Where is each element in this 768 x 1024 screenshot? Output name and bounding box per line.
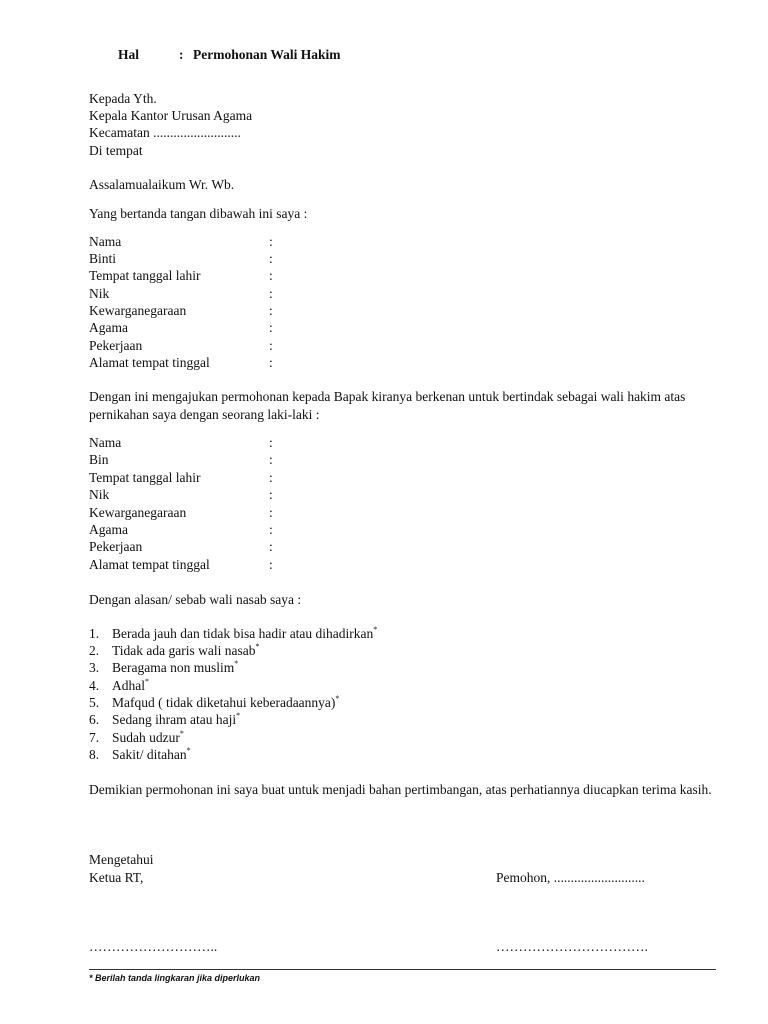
applicant-signature-label: Pemohon, ...........................	[496, 870, 645, 885]
groom-field-label: Tempat tanggal lahir	[89, 470, 201, 485]
field-colon: :	[269, 355, 273, 370]
greeting: Assalamualaikum Wr. Wb.	[89, 177, 235, 192]
reason-text: Sakit/ ditahan	[112, 747, 187, 762]
address-line-2: Kepala Kantor Urusan Agama	[89, 108, 253, 123]
list-item	[112, 694, 339, 711]
applicant-field-label: Tempat tanggal lahir	[89, 268, 201, 283]
field-colon: :	[269, 470, 273, 485]
groom-field-label: Nik	[89, 487, 110, 502]
subject-label: Hal	[118, 47, 140, 62]
closing-paragraph: Demikian permohonan ini saya buat untuk menjadi bahan pertimbangan, atas perhatiannya diucapkan terima kasih.	[89, 782, 712, 797]
reason-text: Sedang ihram atau haji	[112, 712, 237, 727]
address-line-4: Di tempat	[89, 143, 143, 158]
list-item	[112, 746, 191, 763]
reason-text: Sudah udzur	[112, 730, 180, 745]
address-line-1: Kepada Yth.	[89, 91, 157, 106]
footnote-mark: *	[255, 641, 260, 651]
field-colon: :	[269, 505, 273, 520]
field-colon: :	[269, 268, 273, 283]
groom-field-label: Nama	[89, 435, 122, 450]
list-item	[112, 625, 377, 642]
request-paragraph: Dengan ini mengajukan permohonan kepada Bapak kiranya berkenan untuk bertindak sebagai wali hakim atas pernikahan saya dengan seorang laki-laki :	[89, 389, 686, 422]
footnote-mark: *	[234, 658, 239, 668]
list-item	[112, 659, 238, 676]
applicant-field-label: Kewarganegaraan	[89, 303, 187, 318]
reason-text: Beragama non muslim	[112, 660, 235, 675]
groom-field-label: Agama	[89, 522, 128, 537]
field-colon: :	[269, 452, 273, 467]
footnote-mark: *	[373, 624, 378, 634]
address-line-3: Kecamatan ..........................	[89, 125, 241, 140]
field-colon: :	[269, 338, 273, 353]
field-colon: :	[269, 435, 273, 450]
acknowledged-label: Mengetahui	[89, 852, 154, 867]
groom-field-label: Kewarganegaraan	[89, 505, 187, 520]
footnote-mark: *	[186, 745, 191, 755]
reason-number: 5.	[89, 695, 100, 710]
reason-text: Mafqud ( tidak diketahui keberadaannya)	[112, 695, 336, 710]
list-item	[112, 729, 184, 746]
reason-number: 4.	[89, 678, 100, 693]
applicant-signature-line: …………………………….	[496, 939, 648, 954]
groom-field-label: Alamat tempat tinggal	[89, 557, 210, 572]
footnote-mark: *	[179, 728, 184, 738]
footnote: * Berilah tanda lingkaran jika diperlukan	[89, 973, 261, 983]
reason-number: 1.	[89, 626, 100, 641]
applicant-field-label: Alamat tempat tinggal	[89, 355, 210, 370]
list-item	[112, 642, 259, 659]
field-colon: :	[269, 522, 273, 537]
applicant-field-label: Nama	[89, 234, 122, 249]
field-colon: :	[269, 557, 273, 572]
field-colon: :	[269, 286, 273, 301]
applicant-field-label: Agama	[89, 320, 128, 335]
field-colon: :	[269, 320, 273, 335]
field-colon: :	[269, 487, 273, 502]
footnote-divider	[89, 969, 716, 970]
reason-intro: Dengan alasan/ sebab wali nasab saya :	[89, 592, 302, 607]
groom-field-label: Pekerjaan	[89, 539, 143, 554]
footnote-mark: *	[236, 710, 241, 720]
reason-text: Berada jauh dan tidak bisa hadir atau dihadirkan	[112, 626, 374, 641]
field-colon: :	[269, 234, 273, 249]
intro-text: Yang bertanda tangan dibawah ini saya :	[89, 206, 308, 221]
rt-signature-line: ………………………..	[89, 939, 218, 954]
footnote-mark: *	[145, 676, 149, 686]
applicant-field-label: Nik	[89, 286, 110, 301]
subject-title: Permohonan Wali Hakim	[193, 47, 341, 62]
reason-number: 6.	[89, 712, 100, 727]
reason-number: 2.	[89, 643, 100, 658]
field-colon: :	[269, 539, 273, 554]
reason-number: 3.	[89, 660, 100, 675]
reason-number: 8.	[89, 747, 100, 762]
list-item	[112, 711, 240, 728]
groom-field-label: Bin	[89, 452, 109, 467]
rt-head-label: Ketua RT,	[89, 870, 144, 885]
subject-colon: :	[179, 47, 184, 62]
footnote-mark: *	[335, 693, 340, 703]
field-colon: :	[269, 251, 273, 266]
applicant-field-label: Binti	[89, 251, 117, 266]
reason-text: Adhal	[112, 678, 145, 693]
applicant-field-label: Pekerjaan	[89, 338, 143, 353]
reason-number: 7.	[89, 730, 100, 745]
list-item	[112, 677, 149, 694]
reason-text: Tidak ada garis wali nasab	[112, 643, 256, 658]
field-colon: :	[269, 303, 273, 318]
